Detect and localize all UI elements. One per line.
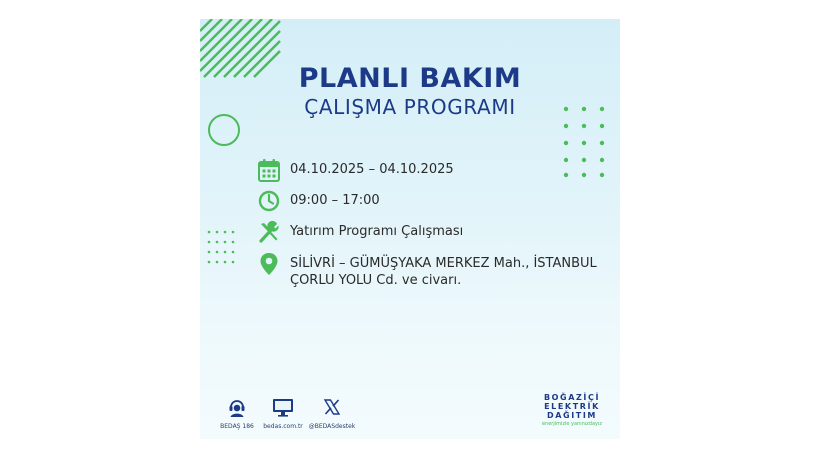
date-range-text: 04.10.2025 – 04.10.2025 xyxy=(290,162,454,177)
map-pin-icon xyxy=(258,252,280,276)
calendar-icon xyxy=(258,158,280,182)
brand-line-1: BOĞAZİÇİ xyxy=(543,393,601,402)
brand-logo xyxy=(532,393,612,427)
footer-phone xyxy=(220,397,254,430)
tools-icon xyxy=(258,220,280,244)
phone-label: BEDAŞ 186 xyxy=(220,423,254,430)
location-line-1: SİLİVRİ – GÜMÜŞYAKA MERKEZ Mah., İSTANBUL xyxy=(290,256,597,271)
headset-icon xyxy=(227,397,247,417)
work-type-text: Yatırım Programı Çalışması xyxy=(290,224,464,239)
maintenance-announcement-card xyxy=(200,19,620,439)
time-row xyxy=(258,189,380,213)
date-row xyxy=(258,158,454,182)
brand-tagline: enerjimizle yanınızdayız xyxy=(541,421,603,427)
footer-social xyxy=(307,397,357,430)
work-type-row xyxy=(258,220,463,244)
brand-line-2: ELEKTRİK xyxy=(544,402,600,411)
decorative-dots-left xyxy=(206,229,242,269)
time-range-text: 09:00 – 17:00 xyxy=(290,193,380,208)
clock-icon xyxy=(258,189,280,213)
x-logo-icon xyxy=(322,397,342,417)
location-text xyxy=(290,255,597,289)
page-subtitle: ÇALIŞMA PROGRAMI xyxy=(304,95,516,119)
brand-line-3: DAĞITIM xyxy=(547,411,597,420)
location-line-2: ÇORLU YOLU Cd. ve civarı. xyxy=(290,273,462,288)
social-label: @BEDASdestek xyxy=(308,423,356,430)
footer-website xyxy=(263,397,303,430)
location-row xyxy=(258,252,597,289)
page-title: PLANLI BAKIM xyxy=(298,63,522,94)
website-label: bedas.com.tr xyxy=(263,423,303,430)
monitor-icon xyxy=(272,397,294,417)
